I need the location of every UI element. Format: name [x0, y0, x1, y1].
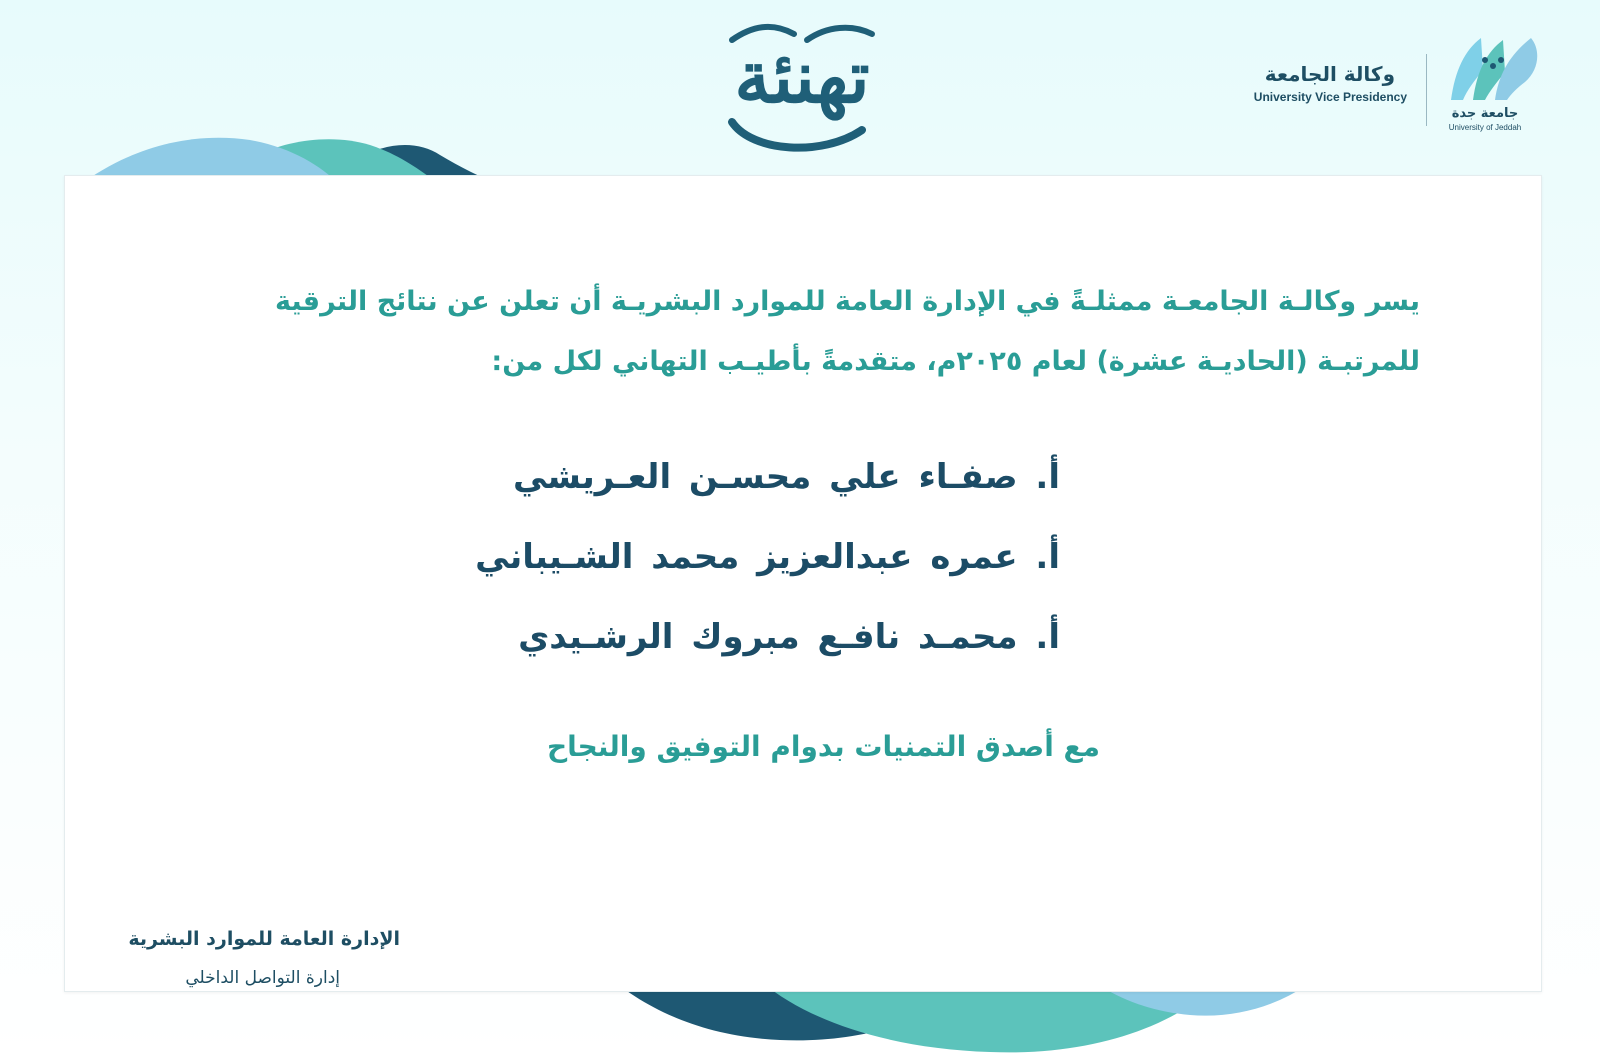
title-calligraphy	[712, 12, 892, 162]
intro-line-1: يسر وكالـة الجامعـة ممثلـةً في الإدارة العامة للموارد البشريـة أن تعلن عن نتائج الترقية	[275, 286, 1420, 317]
title-text: تهنئة	[734, 34, 870, 119]
university-name-english: University of Jeddah	[1448, 123, 1522, 132]
list-item: أ. صفـاء علي محسـن العـريشي	[512, 457, 1060, 497]
announcement-intro	[180, 272, 1420, 392]
logo-divider	[1426, 54, 1427, 126]
list-item: أ. محمـد نافـع مبروك الرشـيدي	[518, 617, 1060, 657]
closing-wishes: مع أصدق التمنيات بدوام التوفيق والنجاح	[546, 730, 1100, 763]
university-logo	[1245, 28, 1545, 138]
university-name-arabic: جامعة جدة	[1451, 106, 1519, 121]
footer-department: الإدارة العامة للموارد البشرية	[128, 928, 400, 950]
vice-presidency-english: University Vice Presidency	[1253, 90, 1407, 104]
vice-presidency-arabic: وكالة الجامعة	[1264, 62, 1395, 86]
footer-unit: إدارة التواصل الداخلي	[185, 968, 340, 988]
promoted-names-list	[460, 445, 1060, 685]
university-emblem-icon	[1445, 30, 1545, 106]
list-item: أ. عمره عبدالعزيز محمد الشـيباني	[475, 537, 1060, 577]
intro-line-2: للمرتبـة (الحاديـة عشرة) لعام ٢٠٢٥م، متقدمةً بأطيـب التهاني لكل من:	[491, 346, 1420, 377]
